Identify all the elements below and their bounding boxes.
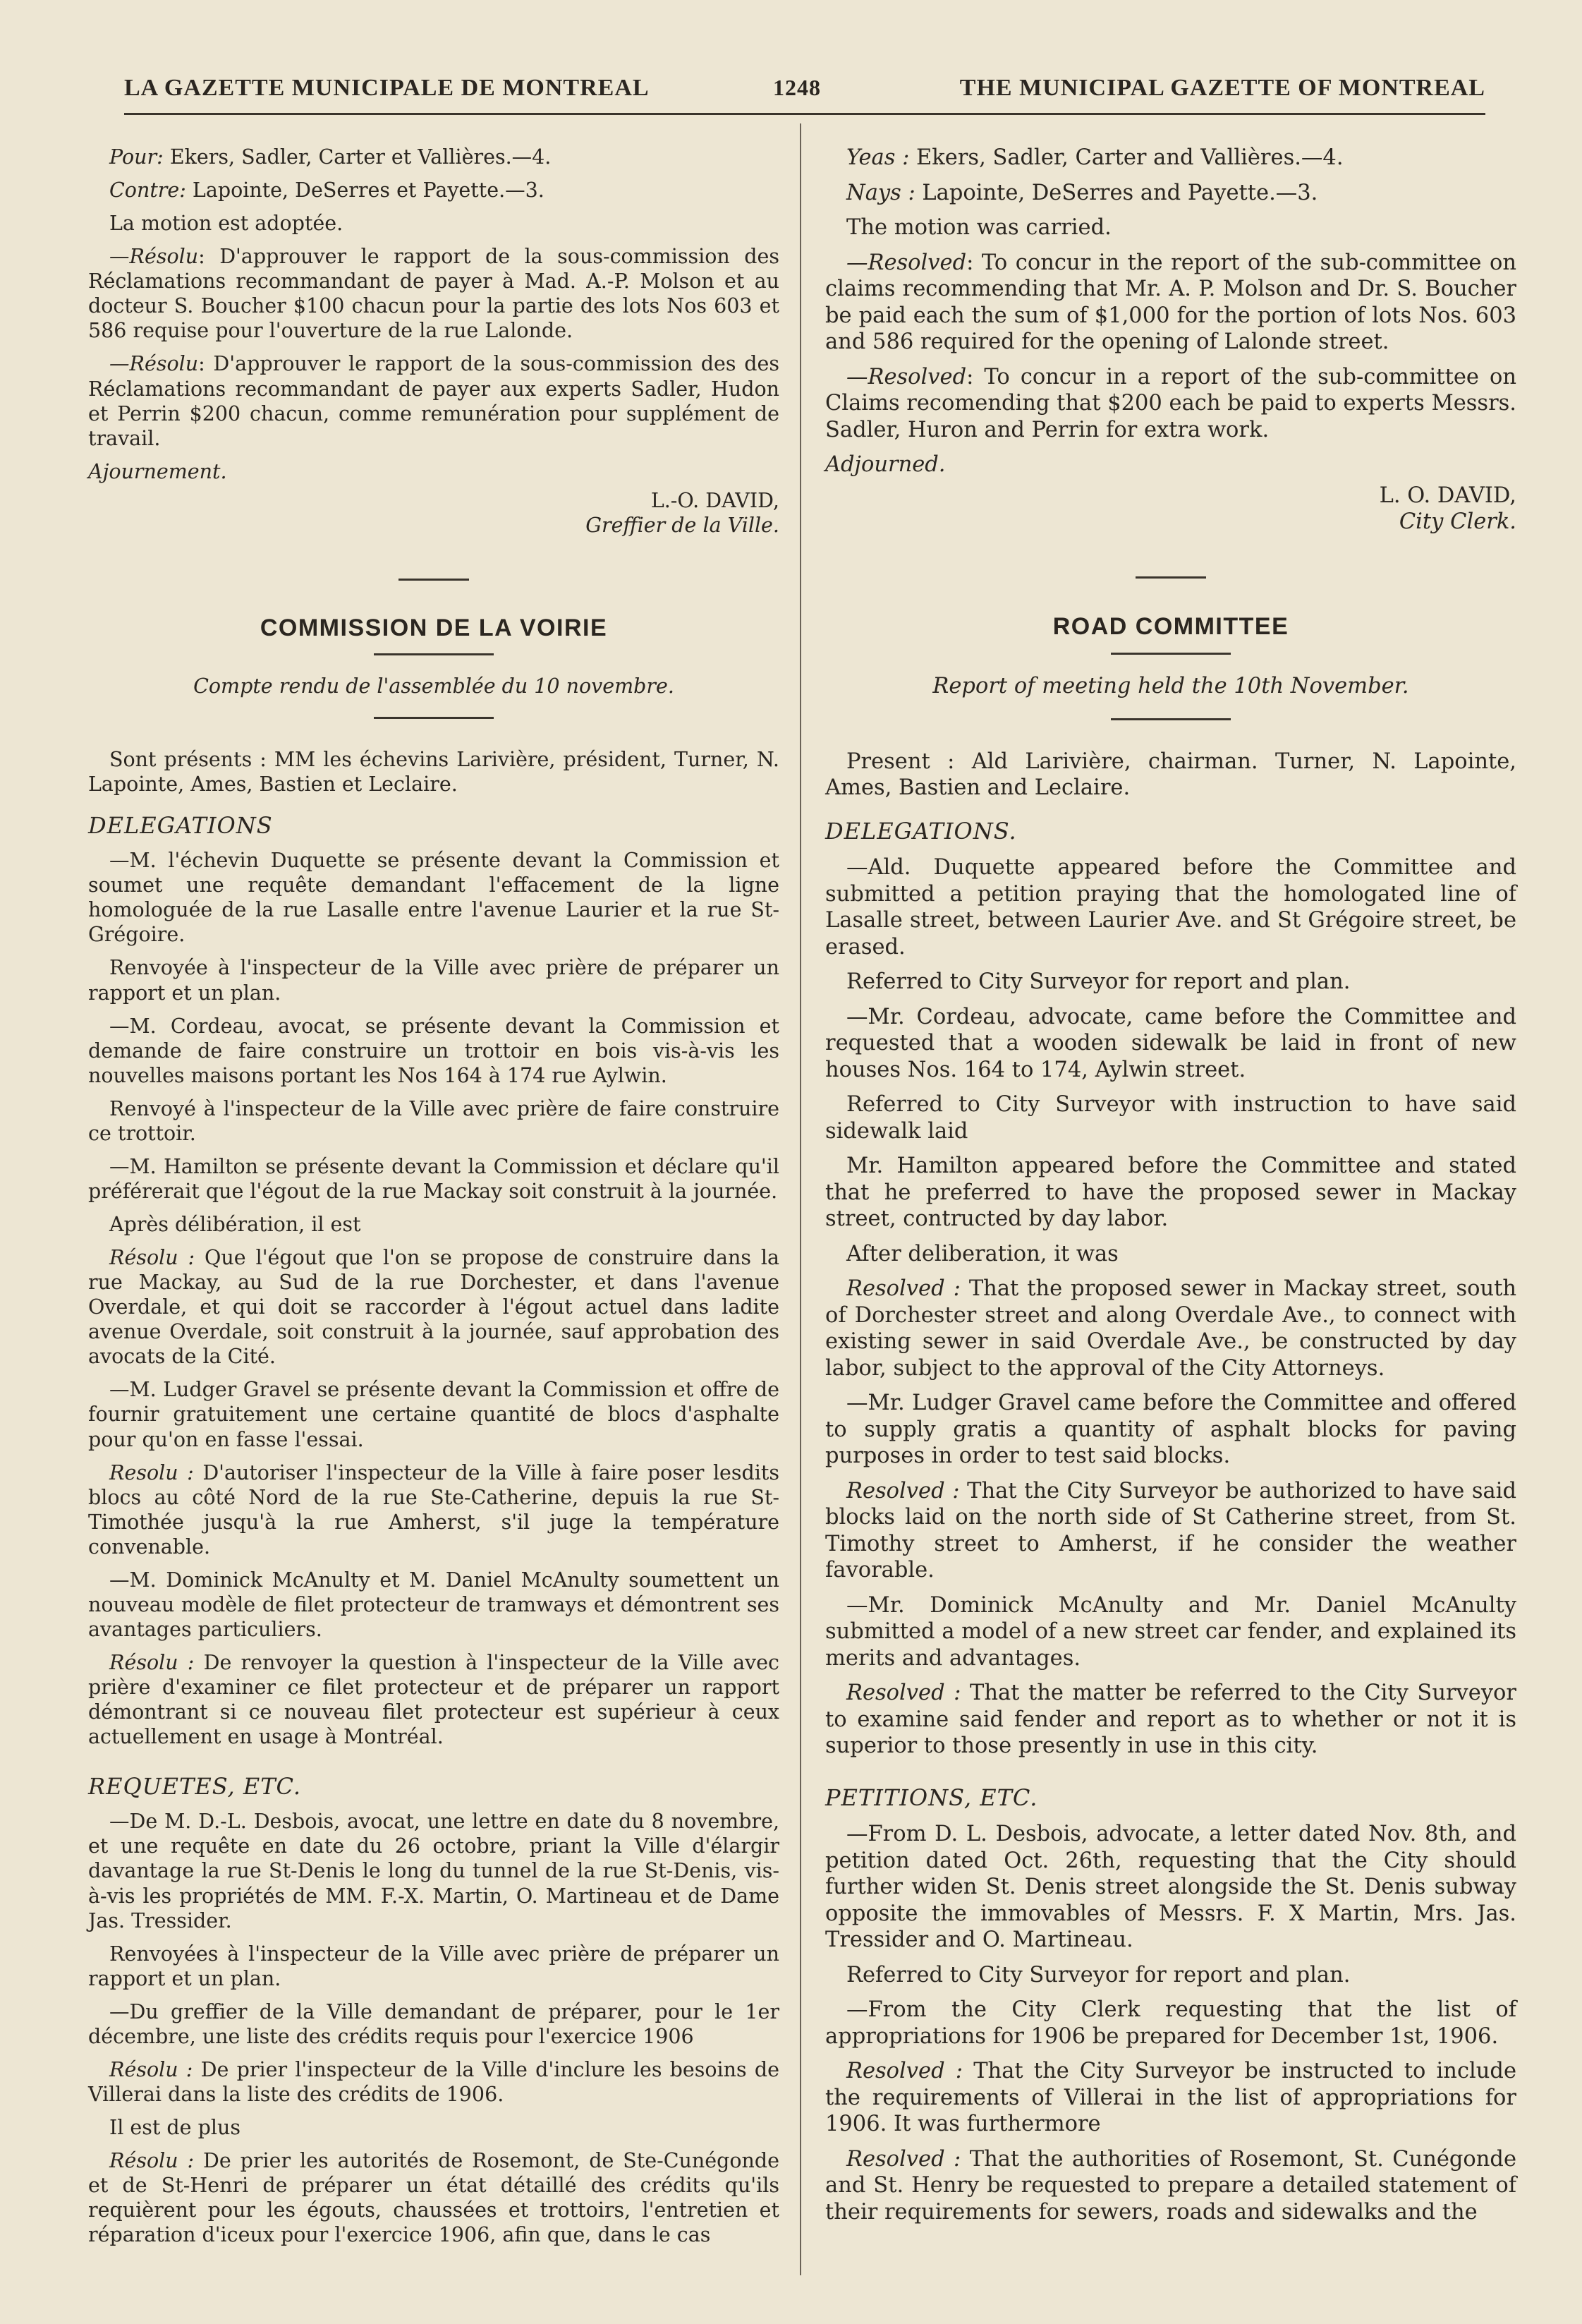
- paragraph: [825, 250, 1516, 356]
- en-delegations: [825, 854, 1516, 1768]
- paragraph: [88, 955, 779, 1005]
- paragraph: [825, 1962, 1516, 1989]
- paragraph-text: —From D. L. Desbois, advocate, a letter dated Nov. 8th, and petition dated Oct. 26th, requesting that the City should further widen St. Denis street alongside the St. Denis subway opposite the immovables of Messrs. F. X Martin, Mrs. Jas. Tressider and O. Martineau.: [825, 1822, 1516, 1952]
- paragraph-text: That the proposed sewer in Mackay street, south of Dorchester street and along Overdale Ave., to connect with existing sewer in said Overdale Ave., be constructed by day labor, subject to the approval of the City Attorneys.: [825, 1276, 1517, 1381]
- paragraph-text: : To concur in a report of the sub-committee on Claims recomending that $200 each be paid to experts Messrs. Sadler, Huron and Perrin for extra work.: [825, 364, 1516, 442]
- paragraph-text: Renvoyées à l'inspecteur de la Ville avec prière de préparer un rapport et un plan.: [88, 1942, 779, 1990]
- paragraph-text: Lapointe, DeSerres and Payette.—3.: [915, 180, 1318, 205]
- paragraph-text: —Mr. Cordeau, advocate, came before the Committee and requested that a wooden sidewalk be laid in front of new houses Nos. 164 to 174, Aylwin street.: [825, 1004, 1516, 1082]
- en-present: Present : Ald Larivière, chairman. Turner, N. Lapointe, Ames, Bastien and Leclaire.: [825, 749, 1516, 800]
- fr-present: Sont présents : MM les échevins Larivière, président, Turner, N. Lapointe, Ames, Bastien et Leclaire.: [88, 748, 779, 797]
- paragraph-lead: Resolved :: [846, 1478, 960, 1503]
- paragraph-lead: Resolved :: [846, 2146, 961, 2172]
- fr-section-title: COMMISSION DE LA VOIRIE: [260, 614, 608, 641]
- paragraph: [88, 1999, 779, 2049]
- paragraph: [825, 1680, 1516, 1760]
- paragraph-text: Renvoyée à l'inspecteur de la Ville avec prière de préparer un rapport et un plan.: [88, 956, 779, 1005]
- page-number: 1248: [773, 75, 821, 100]
- paragraph-text: Referred to City Surveyor for report and plan.: [846, 1962, 1351, 1987]
- paragraph-text: —Du greffier de la Ville demandant de préparer, pour le 1er décembre, une liste des crédits requis pour l'exercice 1906: [88, 1999, 779, 2048]
- paragraph-text: : To concur in the report of the sub-committee on claims recommending that Mr. A. P. Molson and Dr. S. Boucher be paid each the sum of $1,000 for the portion of lots Nos. 603 and 586 required for the opening of Lalonde street.: [825, 250, 1516, 354]
- paragraph-text: Ekers, Sadler, Carter and Vallières.—4.: [909, 145, 1344, 170]
- en-adjourn: Adjourned.: [825, 452, 946, 477]
- en-delegations-heading: DELEGATIONS.: [825, 817, 1017, 845]
- paragraph-lead: —Résolu: [109, 245, 199, 269]
- paragraph-lead: Résolu :: [109, 2057, 193, 2081]
- paragraph: [88, 1650, 779, 1749]
- paragraph-text: Referred to City Surveyor for report and plan.: [846, 969, 1351, 994]
- fr-title-rule: [374, 653, 494, 655]
- paragraph: [825, 1997, 1516, 2050]
- paragraph: [88, 1942, 779, 1991]
- paragraph: [825, 1004, 1516, 1084]
- paragraph: [88, 2057, 779, 2107]
- paragraph: [88, 1245, 779, 1369]
- fr-delegations-heading: DELEGATIONS: [88, 812, 273, 840]
- fr-subtitle: Compte rendu de l'assemblée du 10 novembre.: [193, 674, 674, 698]
- fr-delegations: [88, 848, 779, 1757]
- paragraph-lead: —Résolu: [109, 352, 199, 376]
- paragraph-lead: Resolved :: [846, 1681, 961, 1705]
- en-signature-title: City Clerk.: [1399, 509, 1516, 534]
- paragraph-text: —Mr. Ludger Gravel came before the Committee and offered to supply gratis a quantity of asphalt blocks for paving purposes in order to test said blocks.: [825, 1391, 1516, 1468]
- paragraph: [825, 364, 1516, 444]
- paragraph: [825, 1821, 1516, 1954]
- paragraph: [88, 2148, 779, 2247]
- paragraph: [825, 1592, 1516, 1672]
- paragraph: [825, 1276, 1516, 1381]
- paragraph-text: —M. Ludger Gravel se présente devant la Commission et offre de fournir gratuitement une certaine quantité de blocs d'asphalte pour qu'on en fasse l'essai.: [88, 1378, 779, 1451]
- paragraph-text: —De M. D.-L. Desbois, avocat, une lettre en date du 8 novembre, et une requête en date du 26 octobre, priant la Ville d'élargir davantage la rue St-Denis le long du tunnel de la rue St-Denis, vis-à-vis les propriétés de MM. F.-X. Martin, O. Martineau et de Dame Jas. Tressider.: [88, 1810, 779, 1932]
- english-column: [825, 145, 1516, 2234]
- paragraph-lead: —Resolved: [846, 250, 967, 275]
- paragraph: [825, 1478, 1516, 1584]
- paragraph: [825, 969, 1516, 995]
- paragraph: [825, 2146, 1516, 2226]
- paragraph: [88, 848, 779, 947]
- paragraph-text: Après délibération, il est: [109, 1213, 361, 1236]
- paragraph: [88, 1096, 779, 1146]
- en-subtitle-rule: [1111, 718, 1231, 720]
- fr-top-paragraphs: [88, 145, 779, 459]
- paragraph: [88, 1014, 779, 1088]
- paragraph: [88, 1377, 779, 1451]
- paragraph-text: —M. Cordeau, avocat, se présente devant la Commission et demande de faire construire un trottoir en bois vis-à-vis les nouvelles maisons portant les Nos 164 à 174 rue Aylwin.: [88, 1014, 779, 1087]
- paragraph-text: —M. Dominick McAnulty et M. Daniel McAnulty soumettent un nouveau modèle de filet protecteur de tramways et démontrent ses avantages particuliers.: [88, 1568, 779, 1641]
- paragraph: [825, 214, 1516, 241]
- paragraph-lead: Résolu :: [109, 2149, 195, 2173]
- paragraph: [88, 211, 779, 236]
- paragraph-text: La motion est adoptée.: [109, 212, 343, 236]
- en-separator-rule: [1136, 576, 1206, 579]
- paragraph: [825, 180, 1516, 207]
- paragraph: [825, 1091, 1516, 1144]
- paragraph-text: The motion was carried.: [846, 215, 1112, 240]
- paragraph-text: Il est de plus: [109, 2116, 241, 2139]
- paragraph-text: That the City Surveyor be instructed to include the requirements of Villerai in the list of appropriations for 1906. It was furthermore: [825, 2059, 1516, 2136]
- paragraph: [825, 854, 1516, 960]
- en-subtitle: Report of meeting held the 10th November.: [932, 674, 1409, 698]
- paragraph-lead: Nays :: [846, 180, 915, 205]
- paragraph: [88, 1460, 779, 1559]
- paragraph-text: De prier les autorités de Rosemont, de Ste-Cunégonde et de St-Henri de préparer un état détaillé des crédits qu'ils requièrent pour les égouts, chaussées et trottoirs, l'entretien et réparation d'iceux pour l'exercice 1906, afin que, dans le cas: [88, 2149, 779, 2247]
- en-section-title: ROAD COMMITTEE: [1052, 612, 1289, 640]
- paragraph-lead: Résolu :: [109, 1651, 195, 1674]
- en-top-paragraphs: [825, 145, 1516, 452]
- paragraph-lead: Yeas :: [846, 145, 910, 170]
- paragraph: [825, 1241, 1516, 1268]
- paragraph-text: Mr. Hamilton appeared before the Committee and stated that he preferred to have the proposed sewer in Mackay street, contructed by day labor.: [825, 1154, 1516, 1231]
- column-divider: [800, 123, 801, 2275]
- french-column: [88, 145, 779, 2256]
- paragraph-text: After deliberation, it was: [846, 1241, 1119, 1266]
- paragraph-text: Que l'égout que l'on se propose de construire dans la rue Mackay, au Sud de la rue Dorchester, et dans l'avenue Overdale, et qui doit se raccorder à l'égout actuel dans ladite avenue Overdale, soit construit à la journée, sauf approbation des avocats de la Cité.: [88, 1246, 779, 1369]
- paragraph: [88, 1568, 779, 1642]
- paragraph-text: De prier l'inspecteur de la Ville d'inclure les besoins de Villerai dans la liste des crédits de 1906.: [88, 2057, 779, 2106]
- paragraph: [825, 2058, 1516, 2138]
- paragraph-text: That the matter be referred to the City Surveyor to examine said fender and report as to whether or not it is superior to those presently in use in this city.: [825, 1681, 1517, 1758]
- paragraph-text: That the authorities of Rosemont, St. Cunégonde and St. Henry be requested to prepare a detailed statement of their requirements for sewers, roads and sidewalks and the: [825, 2146, 1516, 2225]
- paragraph-text: Ekers, Sadler, Carter et Vallières.—4.: [163, 145, 552, 169]
- paragraph: [825, 1153, 1516, 1233]
- paragraph: [88, 1154, 779, 1204]
- paragraph: [88, 178, 779, 202]
- paragraph-lead: Resolved :: [846, 1276, 961, 1301]
- fr-signature-title: Greffier de la Ville.: [585, 513, 779, 537]
- paragraph-text: —M. Hamilton se présente devant la Commission et déclare qu'il préférerait que l'égout de la rue Mackay soit construit à la journée.: [88, 1154, 779, 1203]
- paragraph: [88, 145, 779, 169]
- paragraph-lead: Résolu :: [109, 1246, 195, 1270]
- paragraph-lead: —Resolved: [846, 364, 967, 389]
- paragraph-text: Renvoyé à l'inspecteur de la Ville avec prière de faire construire ce trottoir.: [88, 1096, 779, 1145]
- paragraph-text: —Ald. Duquette appeared before the Committee and submitted a petition praying that the homologated line of Lasalle street, between Laurier Ave. and St Grégoire street, be erased.: [825, 855, 1516, 960]
- fr-requetes: [88, 1809, 779, 2256]
- header-title-fr: LA GAZETTE MUNICIPALE DE MONTREAL: [124, 75, 650, 101]
- paragraph-text: —M. l'échevin Duquette se présente devant la Commission et soumet une requête demandant l'effacement de la ligne homologuée de la rue Lasalle entre l'avenue Laurier et la rue St-Grégoire.: [88, 849, 779, 947]
- paragraph: [88, 351, 779, 450]
- paragraph-lead: Contre:: [109, 178, 186, 202]
- paragraph: [88, 1212, 779, 1237]
- en-signature-name: L. O. DAVID,: [1379, 483, 1516, 508]
- en-petitions-heading: PETITIONS, ETC.: [825, 1784, 1038, 1811]
- paragraph-text: That the City Surveyor be authorized to have said blocks laid on the north side of St Catherine street, from St. Timothy street to Amherst, if he consider the weather favorable.: [825, 1478, 1517, 1582]
- paragraph-text: Lapointe, DeSerres et Payette.—3.: [185, 178, 544, 202]
- en-petitions: [825, 1821, 1516, 2234]
- fr-adjourn: Ajournement.: [88, 459, 227, 483]
- paragraph-text: —Mr. Dominick McAnulty and Mr. Daniel McAnulty submitted a model of a new street car fender, and explained its merits and advantages.: [825, 1592, 1516, 1671]
- paragraph-text: Referred to City Surveyor with instruction to have said sidewalk laid: [825, 1092, 1516, 1144]
- paragraph: [825, 1390, 1516, 1470]
- paragraph: [825, 145, 1516, 171]
- paragraph-text: D'autoriser l'inspecteur de la Ville à faire poser lesdits blocs au côté Nord de la rue Ste-Catherine, depuis la rue St-Timothée jusqu'à la rue Amherst, s'il juge la température convenable.: [88, 1460, 779, 1559]
- fr-signature-name: L.-O. DAVID,: [650, 488, 779, 512]
- paragraph-lead: Pour:: [109, 145, 164, 169]
- fr-separator-rule: [398, 579, 469, 581]
- fr-requetes-heading: REQUETES, ETC.: [88, 1773, 302, 1801]
- paragraph-text: De renvoyer la question à l'inspecteur de la Ville avec prière d'examiner ce filet protecteur et de préparer un rapport démontrant si ce nouveau filet protecteur est supérieur à ceux actuellement en usage à Montréal.: [88, 1651, 779, 1749]
- paragraph-lead: Resolu :: [109, 1460, 194, 1484]
- paragraph-lead: Resolved :: [846, 2059, 963, 2083]
- fr-subtitle-rule: [374, 717, 494, 719]
- header-title-en: THE MUNICIPAL GAZETTE OF MONTREAL: [959, 75, 1485, 101]
- paragraph: [88, 1809, 779, 1932]
- paragraph-text: : D'approuver le rapport de la sous-commission des Réclamations recommandant de payer à Mad. A.-P. Molson et au docteur S. Boucher $100 chacun pour la partie des lots Nos 603 et 586 requise pour l'ouverture de la rue Lalonde.: [88, 245, 779, 343]
- paragraph-text: : D'approuver le rapport de la sous-commission des des Réclamations recommandant de payer aux experts Sadler, Hudon et Perrin $200 chacun, comme remunération pour supplément de travail.: [88, 352, 779, 450]
- page-header: [124, 62, 1485, 115]
- paragraph-text: —From the City Clerk requesting that the list of appropriations for 1906 be prepared for December 1st, 1906.: [825, 1997, 1516, 2049]
- paragraph: [88, 2115, 779, 2140]
- en-title-rule: [1111, 653, 1231, 655]
- paragraph: [88, 244, 779, 343]
